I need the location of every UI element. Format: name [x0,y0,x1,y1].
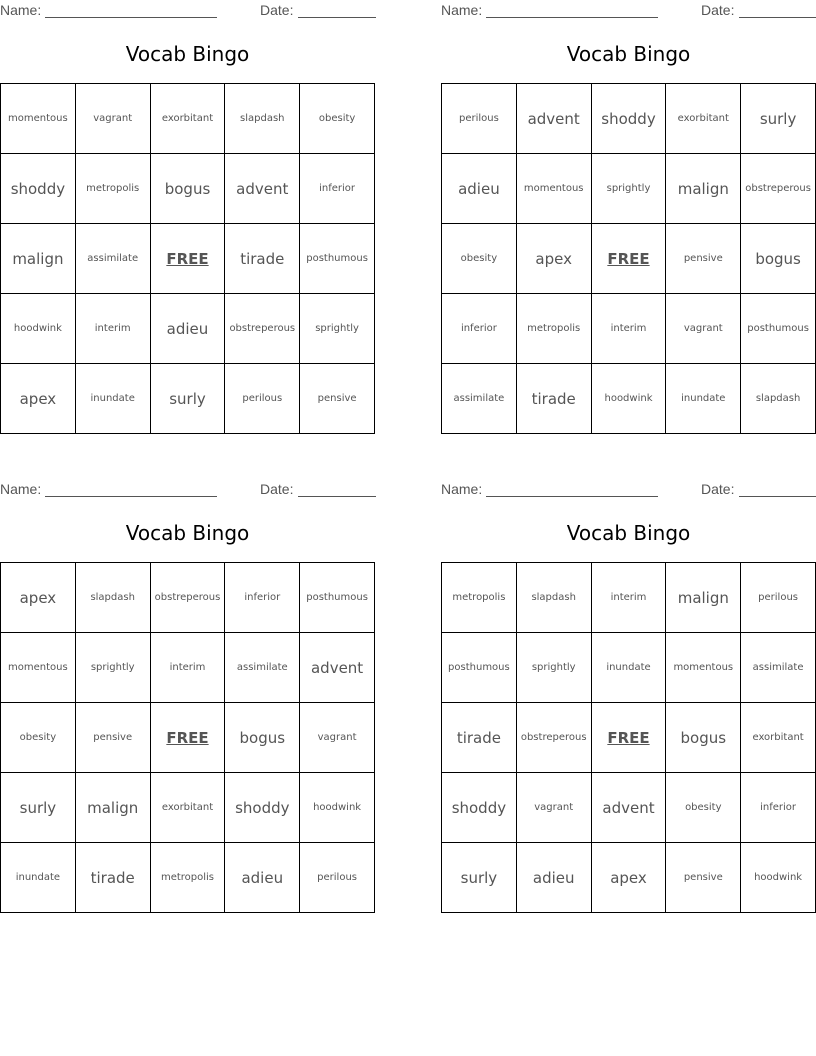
bingo-cell[interactable]: perilous [300,843,375,913]
bingo-grid [0,562,375,913]
bingo-cell[interactable]: interim [151,633,226,703]
bingo-cell[interactable]: surly [741,84,816,154]
bingo-cell[interactable]: malign [666,154,741,224]
bingo-cell[interactable]: pensive [76,703,151,773]
bingo-cell[interactable]: malign [666,563,741,633]
bingo-cell[interactable]: bogus [225,703,300,773]
bingo-cell[interactable]: momentous [517,154,592,224]
date-label: Date: [260,2,294,18]
bingo-cell[interactable]: exorbitant [666,84,741,154]
bingo-cell[interactable]: momentous [666,633,741,703]
bingo-cell[interactable]: interim [592,294,667,364]
bingo-cell[interactable]: vagrant [666,294,741,364]
bingo-cell[interactable]: exorbitant [151,773,226,843]
bingo-cell[interactable]: metropolis [517,294,592,364]
bingo-cell[interactable]: malign [1,224,76,294]
bingo-cell[interactable]: obstreperous [151,563,226,633]
bingo-grid [441,562,816,913]
date-blank-line[interactable] [739,496,816,497]
bingo-cell[interactable]: slapdash [76,563,151,633]
bingo-cell[interactable]: tirade [76,843,151,913]
bingo-card [441,479,816,914]
bingo-cell[interactable]: malign [76,773,151,843]
bingo-cell[interactable]: shoddy [592,84,667,154]
bingo-cell[interactable]: perilous [442,84,517,154]
bingo-cell[interactable]: hoodwink [741,843,816,913]
name-blank-line[interactable] [486,17,658,18]
bingo-cell[interactable]: apex [1,563,76,633]
bingo-cell[interactable]: shoddy [442,773,517,843]
bingo-cell[interactable]: obesity [300,84,375,154]
name-blank-line[interactable] [45,496,217,497]
bingo-cell[interactable]: inundate [592,633,667,703]
bingo-cell[interactable]: interim [76,294,151,364]
bingo-cell[interactable]: slapdash [741,364,816,434]
card-header [0,2,375,20]
bingo-cell[interactable]: metropolis [151,843,226,913]
bingo-cell[interactable]: interim [592,563,667,633]
bingo-cell[interactable]: surly [442,843,517,913]
bingo-cell[interactable]: vagrant [76,84,151,154]
name-label: Name: [0,2,42,18]
bingo-cell[interactable]: pensive [666,843,741,913]
name-label: Name: [0,481,42,497]
card-title: Vocab Bingo [125,42,250,66]
bingo-cell[interactable]: tirade [517,364,592,434]
bingo-cell[interactable]: inferior [225,563,300,633]
bingo-cell[interactable]: inferior [741,773,816,843]
bingo-cell[interactable]: obstreperous [517,703,592,773]
date-label: Date: [701,481,735,497]
bingo-cell[interactable]: vagrant [517,773,592,843]
date-label: Date: [701,2,735,18]
bingo-cell[interactable]: inundate [666,364,741,434]
bingo-cell[interactable]: exorbitant [151,84,226,154]
bingo-cell[interactable]: inundate [76,364,151,434]
bingo-cell[interactable]: pensive [300,364,375,434]
card-title: Vocab Bingo [125,521,250,545]
name-label: Name: [441,2,483,18]
bingo-cell[interactable]: obesity [442,224,517,294]
free-space-cell[interactable]: FREE [151,224,226,294]
bingo-cell[interactable]: sprightly [592,154,667,224]
bingo-cell[interactable]: tirade [442,703,517,773]
bingo-cell[interactable]: apex [592,843,667,913]
name-blank-line[interactable] [486,496,658,497]
bingo-cell[interactable]: hoodwink [592,364,667,434]
bingo-cell[interactable]: adieu [517,843,592,913]
bingo-cell[interactable]: apex [517,224,592,294]
bingo-cell[interactable]: sprightly [76,633,151,703]
name-blank-line[interactable] [45,17,217,18]
date-label: Date: [260,481,294,497]
bingo-grid [0,83,375,434]
bingo-cell[interactable]: assimilate [76,224,151,294]
bingo-cell[interactable]: obesity [1,703,76,773]
bingo-cell[interactable]: metropolis [76,154,151,224]
bingo-cell[interactable]: bogus [151,154,226,224]
bingo-cell[interactable]: vagrant [300,703,375,773]
bingo-cell[interactable]: momentous [1,84,76,154]
date-blank-line[interactable] [739,17,816,18]
bingo-cell[interactable]: adieu [442,154,517,224]
card-header [441,2,816,20]
bingo-cell[interactable]: advent [300,633,375,703]
bingo-cell[interactable]: hoodwink [300,773,375,843]
free-space-cell[interactable]: FREE [151,703,226,773]
bingo-cell[interactable]: obesity [666,773,741,843]
bingo-cell[interactable]: slapdash [225,84,300,154]
bingo-cell[interactable]: advent [225,154,300,224]
bingo-cell[interactable]: shoddy [1,154,76,224]
bingo-cell[interactable]: obstreperous [741,154,816,224]
bingo-cell[interactable]: advent [517,84,592,154]
bingo-cell[interactable]: adieu [225,843,300,913]
bingo-cell[interactable]: slapdash [517,563,592,633]
date-blank-line[interactable] [298,496,376,497]
bingo-cell[interactable]: perilous [225,364,300,434]
bingo-cell[interactable]: inferior [300,154,375,224]
bingo-grid [441,83,816,434]
date-blank-line[interactable] [298,17,376,18]
bingo-cell[interactable]: pensive [666,224,741,294]
bingo-cell[interactable]: posthumous [300,224,375,294]
bingo-cell[interactable]: adieu [151,294,226,364]
bingo-cell[interactable]: assimilate [442,364,517,434]
card-header [441,481,816,499]
bingo-cell[interactable]: posthumous [741,294,816,364]
free-space-cell[interactable]: FREE [592,703,667,773]
bingo-cell[interactable]: advent [592,773,667,843]
bingo-card [441,0,816,435]
card-title: Vocab Bingo [566,521,691,545]
bingo-cell[interactable]: apex [1,364,76,434]
bingo-cell[interactable]: bogus [741,224,816,294]
bingo-cell[interactable]: posthumous [442,633,517,703]
bingo-card [0,479,375,914]
free-space-cell[interactable]: FREE [592,224,667,294]
bingo-cell[interactable]: hoodwink [1,294,76,364]
card-header [0,481,375,499]
bingo-cell[interactable]: momentous [1,633,76,703]
bingo-cell[interactable]: tirade [225,224,300,294]
bingo-cell[interactable]: obstreperous [225,294,300,364]
bingo-cell[interactable]: shoddy [225,773,300,843]
bingo-cell[interactable]: exorbitant [741,703,816,773]
name-label: Name: [441,481,483,497]
bingo-cell[interactable]: surly [1,773,76,843]
bingo-card [0,0,375,435]
bingo-cell[interactable]: surly [151,364,226,434]
bingo-cell[interactable]: assimilate [225,633,300,703]
bingo-cell[interactable]: sprightly [517,633,592,703]
card-title: Vocab Bingo [566,42,691,66]
bingo-cell[interactable]: assimilate [741,633,816,703]
bingo-cell[interactable]: inundate [1,843,76,913]
bingo-cell[interactable]: sprightly [300,294,375,364]
bingo-cell[interactable]: bogus [666,703,741,773]
bingo-cell[interactable]: inferior [442,294,517,364]
bingo-cell[interactable]: metropolis [442,563,517,633]
bingo-cell[interactable]: posthumous [300,563,375,633]
bingo-cell[interactable]: perilous [741,563,816,633]
